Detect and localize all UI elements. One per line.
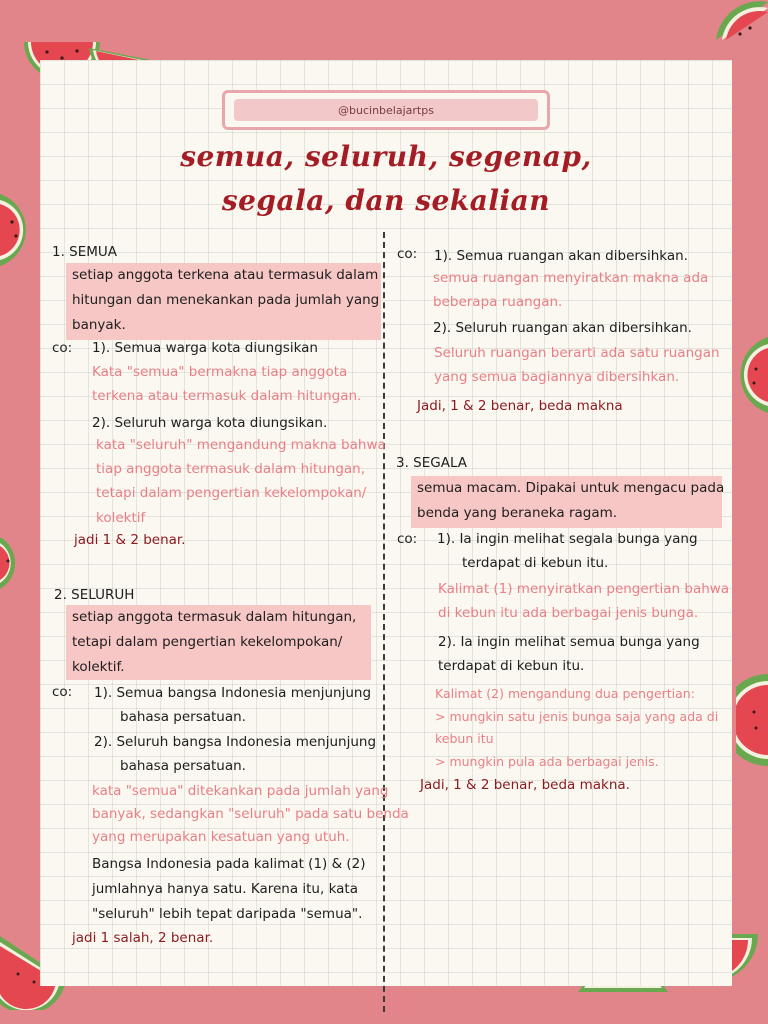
example-sentence: terdapat di kebun itu. xyxy=(438,658,585,674)
example-note: beberapa ruangan. xyxy=(433,294,563,310)
example-note: di kebun itu ada berbagai jenis bunga. xyxy=(438,605,699,621)
watermark-slice-icon xyxy=(736,672,768,768)
definition-semua xyxy=(66,263,381,340)
example-sentence: 1). Semua bangsa Indonesia menjunjung xyxy=(94,685,372,701)
definition-line: kolektif. xyxy=(72,659,125,675)
section-heading-segala: 3. SEGALA xyxy=(396,455,468,471)
conclusion: Jadi, 1 & 2 benar, beda makna. xyxy=(420,777,630,793)
example-note: Kata "semua" bermakna tiap anggota xyxy=(92,364,348,380)
conclusion: jadi 1 & 2 benar. xyxy=(74,532,186,548)
example-sentence: 1). Ia ingin melihat segala bunga yang xyxy=(437,531,698,547)
definition-segala xyxy=(411,476,725,528)
explanation: Bangsa Indonesia pada kalimat (1) & (2) xyxy=(92,856,366,872)
example-note: kata "seluruh" mengandung makna bahwa xyxy=(96,437,386,453)
definition-line: hitungan dan menekankan pada jumlah yang xyxy=(72,292,380,308)
section-heading-semua: 1. SEMUA xyxy=(52,244,118,260)
author-handle: @bucinbelajartps xyxy=(338,103,434,117)
handle-inner xyxy=(234,99,538,121)
example-note: Kalimat (1) menyiratkan pengertian bahwa xyxy=(438,581,730,597)
example-sentence: bahasa persatuan. xyxy=(120,709,246,725)
example-sentence: 1). Semua warga kota diungsikan xyxy=(92,340,318,356)
example-note: tiap anggota termasuk dalam hitungan, xyxy=(96,461,366,477)
example-note: yang merupakan kesatuan yang utuh. xyxy=(92,829,350,845)
example-note: Seluruh ruangan berarti ada satu ruangan xyxy=(434,345,720,361)
watermark-slice-icon xyxy=(0,535,40,591)
example-note: tetapi dalam pengertian kekelompokan/ xyxy=(96,485,367,501)
handle-banner xyxy=(222,90,550,130)
definition-line: benda yang beraneka ragam. xyxy=(417,505,618,521)
example-note: terkena atau termasuk dalam hitungan. xyxy=(92,388,362,404)
example-note: semua ruangan menyiratkan makna ada xyxy=(433,270,709,286)
example-label: co: xyxy=(52,340,73,356)
example-note: kolektif xyxy=(96,510,146,526)
example-note: yang semua bagiannya dibersihkan. xyxy=(434,369,680,385)
example-note: kebun itu xyxy=(435,731,494,746)
example-sentence: 2). Seluruh warga kota diungsikan. xyxy=(92,415,328,431)
watermark-slice-icon xyxy=(734,335,768,415)
example-label: co: xyxy=(397,246,418,262)
grid-paper xyxy=(40,60,732,986)
example-label: co: xyxy=(397,531,418,547)
conclusion: Jadi, 1 & 2 benar, beda makna xyxy=(417,398,623,414)
definition-line: semua macam. Dipakai untuk mengacu pada xyxy=(417,480,725,496)
explanation: "seluruh" lebih tepat daripada "semua". xyxy=(92,906,363,922)
example-sentence: bahasa persatuan. xyxy=(120,758,246,774)
example-note: Kalimat (2) mengandung dua pengertian: xyxy=(435,686,695,701)
definition-seluruh xyxy=(66,605,371,680)
watermark-slice-icon xyxy=(0,190,40,270)
example-sentence: 2). Ia ingin melihat semua bunga yang xyxy=(438,634,700,650)
example-note: kata "semua" ditekankan pada jumlah yang xyxy=(92,783,389,799)
example-sentence: 2). Seluruh bangsa Indonesia menjunjung xyxy=(94,734,377,750)
definition-line: banyak. xyxy=(72,317,126,333)
example-label: co: xyxy=(52,684,73,700)
explanation: jumlahnya hanya satu. Karena itu, kata xyxy=(92,881,358,897)
page-title-line-1: semua, seluruh, segenap, xyxy=(180,140,592,173)
example-note: > mungkin satu jenis bunga saja yang ada di xyxy=(435,709,719,724)
example-note: banyak, sedangkan "seluruh" pada satu benda xyxy=(92,806,409,822)
section-heading-seluruh: 2. SELURUH xyxy=(54,587,135,603)
example-note: > mungkin pula ada berbagai jenis. xyxy=(435,754,659,769)
page-title-line-2: segala, dan sekalian xyxy=(221,184,551,217)
column-divider xyxy=(383,232,385,1012)
example-sentence: terdapat di kebun itu. xyxy=(462,555,609,571)
example-sentence: 1). Semua ruangan akan dibersihkan. xyxy=(434,248,688,264)
example-sentence: 2). Seluruh ruangan akan dibersihkan. xyxy=(433,320,692,336)
watermark-slice-icon xyxy=(712,0,768,62)
conclusion: jadi 1 salah, 2 benar. xyxy=(72,930,214,946)
definition-line: setiap anggota termasuk dalam hitungan, xyxy=(72,609,357,625)
definition-line: setiap anggota terkena atau termasuk dalam xyxy=(72,267,379,283)
definition-line: tetapi dalam pengertian kekelompokan/ xyxy=(72,634,343,650)
